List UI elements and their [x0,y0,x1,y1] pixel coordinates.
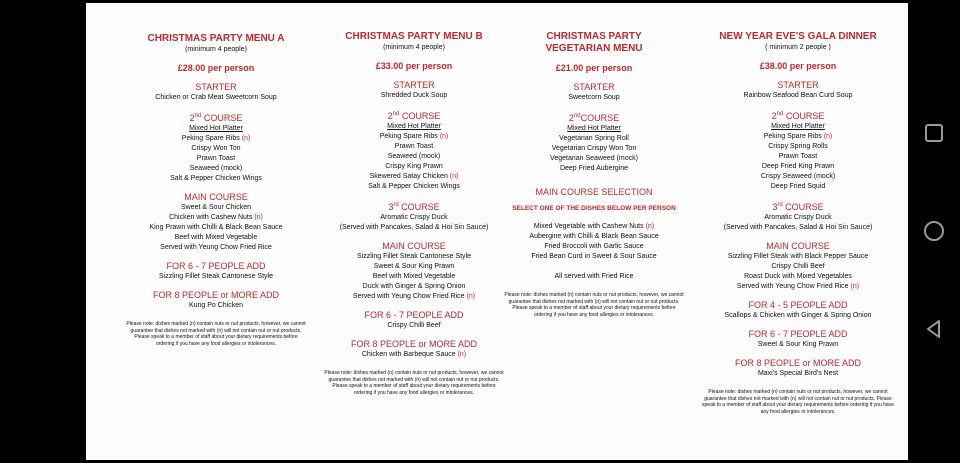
veg-second-course-heading: 2ndCOURSE [568,113,620,123]
menu-item: Crispy Chilli Beef [771,263,825,270]
nut-marker: (n) [645,223,655,230]
menu-a-price: £28.00 per person [177,63,255,73]
menu-item: Kung Po Chicken [188,302,244,309]
menu-a-column [116,33,316,347]
menu-b-title: CHRISTMAS PARTY MENU B [345,31,483,42]
allergy-note: Please note: dishes marked (n) contain nuts or nut products, however, we cannot guarantee that dishes not marked with (n) will not contain nut or nut products. Please speak to a member of staff about your dietary requirements before ordering if you have any food allergies or intolerances. [126,321,306,347]
allergy-note: Please note: dishes marked (n) contain nuts or nut products, however, we cannot guarantee that dishes not marked with (n) will not contain nut or nut products. Please speak to a member of staff about your dietary requirements before ordering if you have any food allergies or intolerances. [324,370,504,396]
veg-menu-price: £21.00 per person [555,63,633,73]
gala-third-course-heading: 3rd COURSE [772,202,824,212]
menu-item: Beef with Mixed Vegetable [372,273,456,280]
menu-item: Aubergine with Chilli & Black Bean Sauce [529,233,659,240]
menu-item: Vegetarian Crispy Won Ton [551,145,637,152]
menu-item: Aromatic Crispy Duck [380,214,448,221]
menu-item: Deep Fried Squid [770,183,826,190]
menu-item: Chicken with Barbeque Sauce (n) [361,351,467,358]
menu-item: Salt & Pepper Chicken Wings [170,175,262,182]
menu-item: Aromatic Crispy Duck [764,214,832,221]
gala-dinner-column [688,31,908,415]
nut-marker: (n) [439,133,449,140]
gala-4-5-heading: FOR 4 - 5 PEOPLE ADD [748,300,848,310]
menu-item: Crispy Seaweed (mock) [760,173,836,180]
menu-item: Served with Yeung Chow Fried Rice (n) [352,293,476,300]
menu-item: Chicken or Crab Meat Sweetcorn Soup [155,94,277,101]
nut-marker: (n) [449,173,459,180]
veg-starter-heading: STARTER [573,82,615,92]
veg-menu-title-line2: VEGETARIAN MENU [545,43,643,54]
veg-select-instruction: SELECT ONE OF THE DISHES BELOW PER PERSON [512,205,676,212]
menu-item: Mixed Hot Platter [567,125,621,132]
nut-marker: (n) [466,293,476,300]
nut-marker: (n) [254,214,263,221]
menu-item: Sizzling Fillet Steak Cantonese Style [159,273,273,280]
menu-b-column [314,31,514,396]
menu-item: Mixed Hot Platter [771,123,825,130]
menu-item: Vegetarian Seaweed (mock) [550,155,638,162]
menu-item: Crispy Spring Rolls [768,143,828,150]
square-icon[interactable] [923,122,945,144]
menu-item: Prawn Toast [394,143,434,150]
menu-item: Crispy Chilli Beef [387,322,441,329]
menu-item: Mixed Hot Platter [189,125,243,132]
menu-a-6-7-heading: FOR 6 - 7 PEOPLE ADD [166,261,266,271]
menu-item: Crispy Won Ton [191,145,241,152]
menu-item: Duck with Ginger & Spring Onion [362,283,466,290]
menu-item: Sizzling Fillet Steak with Black Pepper Sauce [727,253,869,260]
vegetarian-menu-column [494,31,694,318]
menu-item: (Served with Pancakes, Salad & Hoi Sin Sauce) [339,224,489,231]
menu-item: Rainbow Seafood Bean Curd Soup [743,92,853,99]
circle-icon[interactable] [923,220,945,242]
menu-item: Mixed Hot Platter [387,123,441,130]
veg-menu-title-line1: CHRISTMAS PARTY [546,31,642,42]
menu-b-price: £33.00 per person [375,61,453,71]
gala-title: NEW YEAR EVE'S GALA DINNER [719,31,877,42]
menu-item: Deep Fried King Prawn [761,163,835,170]
allergy-note: Please note: dishes marked (n) contain nuts or nut products, however, we cannot guarantee that dishes not marked with (n) will not contain nut or nut products. Please speak to a member of staff about your dietary requirements before ordering if you have any food allergies or intolerances. [702,389,894,415]
menu-item: Peking Spare Ribs (n) [763,133,833,140]
menu-item: Seaweed (mock) [387,153,441,160]
menu-item: Sweet & Sour Chicken [180,204,252,211]
menu-item: Fried Broccoli with Garlic Sauce [544,243,644,250]
nut-marker: (n) [457,351,467,358]
gala-6-7-heading: FOR 6 - 7 PEOPLE ADD [748,329,848,339]
triangle-icon[interactable] [923,318,945,340]
menu-item: Served with Yeung Chow Fried Rice [160,244,272,251]
menu-item: Sizzling Fillet Steak Cantonese Style [357,253,471,260]
veg-main-course-heading: MAIN COURSE SELECTION [535,187,653,197]
nut-marker: (n) [241,135,251,142]
menu-item: Mixed Vegetable with Cashew Nuts (n) [533,223,655,230]
allergy-note: Please note: dishes marked (n) contain nuts or nut products, however, we cannot guarantee that dishes not marked with (n) will not contain nut or nut products. Please speak to a member of staff about your dietary requirements before ordering if you have any food allergies or intolerances. [504,292,684,318]
gala-minimum: ( minimum 2 people ) [765,44,831,51]
system-nav-bar [908,0,960,463]
menu-a-main-heading: MAIN COURSE [184,192,248,202]
menu-item: Beef with Mixed Vegetable [174,234,258,241]
menu-item: Deep Fried Aubergine [559,165,629,172]
menu-item: Skewered Satay Chicken (n) [369,173,459,180]
menu-item: All served with Fried Rice [554,273,634,280]
menu-item: Shredded Duck Soup [380,92,448,99]
menu-item: Sweetcorn Soup [568,94,620,101]
gala-main-heading: MAIN COURSE [766,241,830,251]
menu-b-second-course-heading: 2nd COURSE [387,111,441,121]
menu-item: Chicken with Cashew Nuts (n) [169,214,263,221]
menu-a-second-course-heading: 2nd COURSE [189,113,243,123]
menu-item: Served with Yeung Chow Fried Rice (n) [736,283,860,290]
nut-marker: (n) [850,283,860,290]
gala-price: £38.00 per person [759,61,837,71]
menu-b-main-heading: MAIN COURSE [382,241,446,251]
menu-item: (Served with Pancakes, Salad & Hoi Sin Sauce) [723,224,873,231]
menu-item: Sweet & Sour King Prawn [373,263,455,270]
menu-item: King Prawn with Chilli & Black Bean Sauce [149,224,283,231]
menu-b-6-7-heading: FOR 6 - 7 PEOPLE ADD [364,310,464,320]
gala-8-plus-heading: FOR 8 PEOPLE or MORE ADD [734,358,862,368]
menu-a-starter-heading: STARTER [195,82,237,92]
menu-item: Prawn Toast [778,153,818,160]
menu-item: Sweet & Sour King Prawn [757,341,839,348]
menu-item: Roast Duck with Mixed Vegetables [744,273,852,280]
menu-b-minimum: (minimum 4 people) [383,44,445,51]
menu-item: Peking Spare Ribs (n) [181,135,251,142]
menu-item: Maxi's Special Bird's Nest [757,370,839,377]
menu-item: Peking Spare Ribs (n) [379,133,449,140]
menu-a-title: CHRISTMAS PARTY MENU A [147,33,285,44]
nut-marker: (n) [823,133,833,140]
menu-b-8-plus-heading: FOR 8 PEOPLE or MORE ADD [350,339,478,349]
menu-item: Salt & Pepper Chicken Wings [368,183,460,190]
menu-a-8-plus-heading: FOR 8 PEOPLE or MORE ADD [152,290,280,300]
menu-item: Seaweed (mock) [189,165,243,172]
menu-b-third-course-heading: 3rd COURSE [388,202,440,212]
menu-item: Vegetarian Spring Roll [559,135,629,142]
gala-starter-heading: STARTER [777,80,819,90]
menu-item: Fried Bean Curd in Sweet & Sour Sauce [531,253,657,260]
menu-b-starter-heading: STARTER [393,80,435,90]
menu-item: Crispy King Prawn [385,163,443,170]
gala-second-course-heading: 2nd COURSE [771,111,825,121]
menu-item: Prawn Toast [196,155,236,162]
menu-a-minimum: (minimum 4 people) [185,46,247,53]
menu-item: Scallops & Chicken with Ginger & Spring Onion [724,312,872,319]
menu-sheet [86,3,908,460]
